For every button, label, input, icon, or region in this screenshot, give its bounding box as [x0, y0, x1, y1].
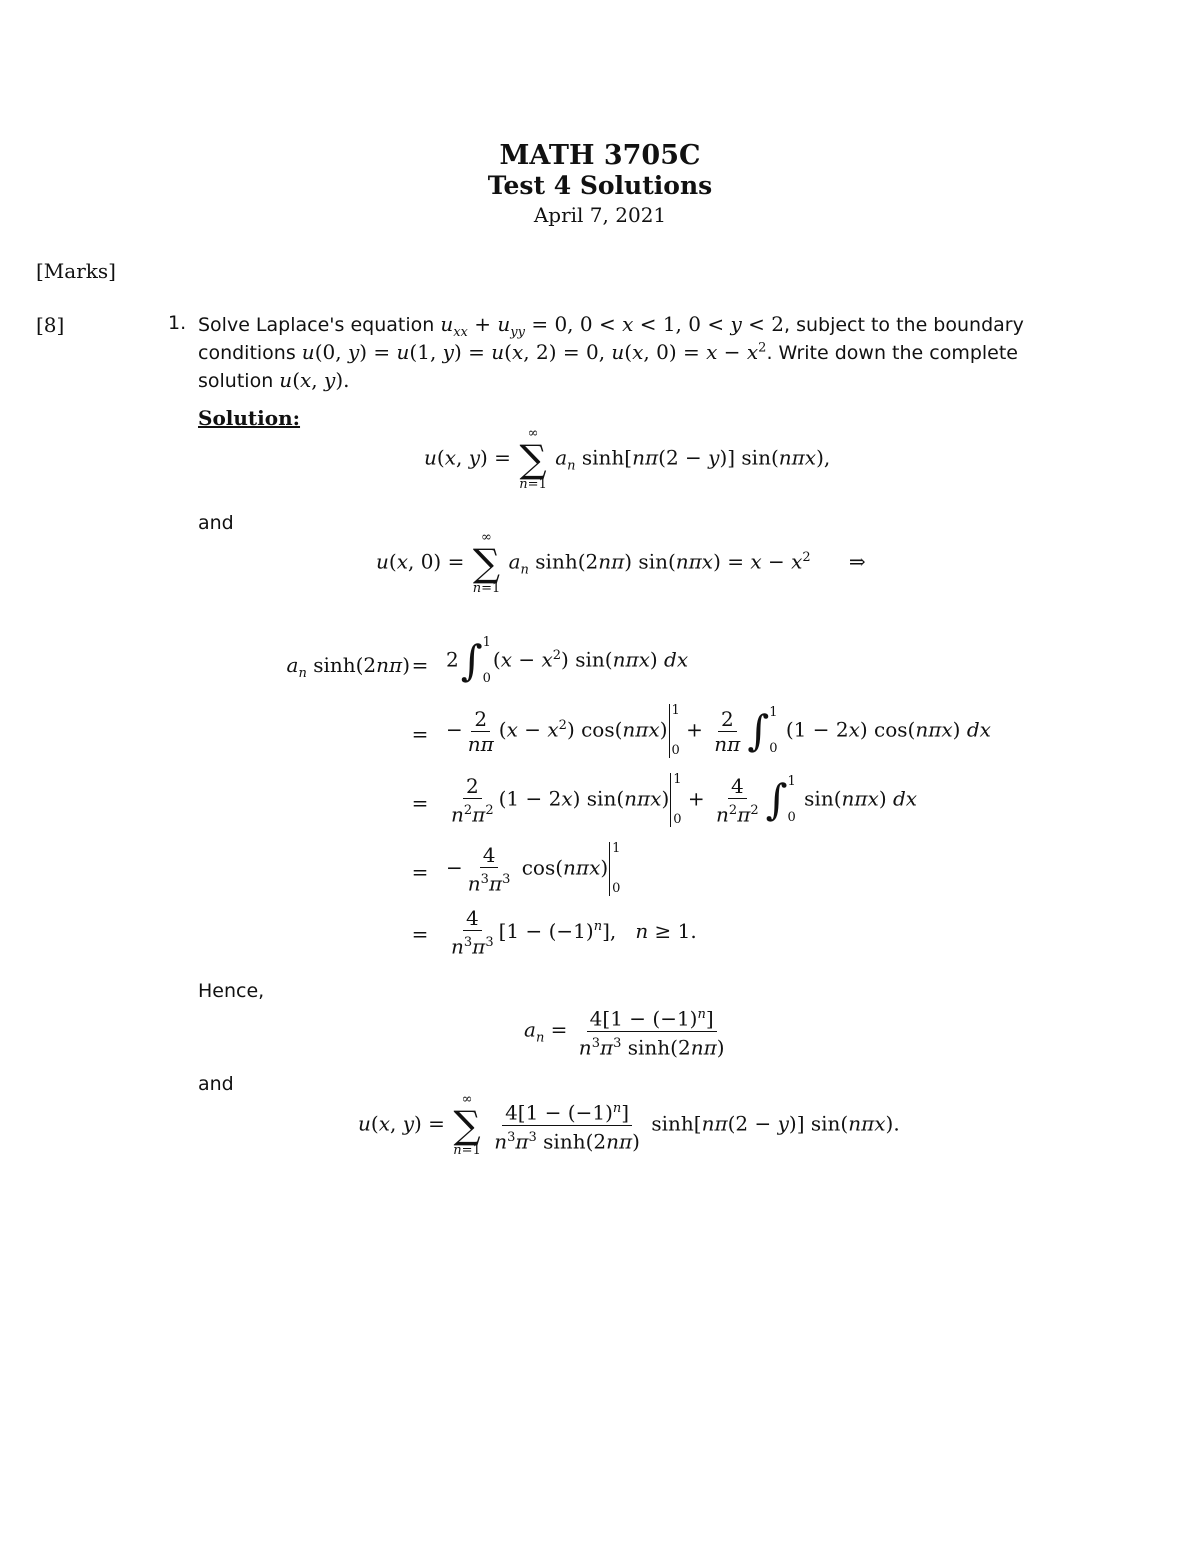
summation-symbol: ∞ ∑ n=1: [472, 530, 501, 596]
derivation-equals: =: [411, 722, 429, 746]
boundary-conditions: u(0, y) = u(1, y) = u(x, 2) = 0, u(x, $0) = x - x^2$: [301, 340, 767, 364]
and-word-1: and: [198, 512, 234, 534]
course-title: MATH 3705C: [499, 140, 701, 171]
summation-symbol: ∞ ∑ n=1: [453, 1092, 481, 1158]
derivation-equals: =: [411, 791, 429, 815]
marks-label: [Marks]: [36, 259, 116, 283]
question-line-3: solution u(x, y).: [198, 368, 350, 392]
equation-boundary: u(x, 0) = ∞ ∑ n=1 $a_n$ sinh(2nπ) $\sin(n\pi x) = x - x^2$ ⇒: [376, 530, 866, 596]
test-date: April 7, 2021: [533, 203, 667, 227]
question-line-1: Solve Laplace's equation $u_{xx} + u_{yy} = 0$, 0 < x < 1, 0 < y < 2, subject to the boundary: [198, 312, 1024, 340]
derivation-step-2: − $\frac{2}{n\pi}$ $(x - x^2)$ cos(nπx) 1 0 + $\frac{2}{n\pi}$ ∫ 1 0 (1 − 2x) cos(nπx) dx: [446, 703, 991, 758]
pde-expression: $u_{xx} + u_{yy} = 0$, 0 < x < 1, 0 < y < 2: [440, 312, 784, 340]
derivation-equals: =: [411, 860, 429, 884]
question-marks: [8]: [36, 313, 65, 337]
test-title: Test 4 Solutions: [487, 171, 713, 200]
derivation-equals: =: [411, 653, 429, 677]
equation-general: u(x, y) = ∞ ∑ n=1 $a_n$ sinh[nπ(2 − y)] sin(nπx),: [424, 426, 831, 492]
hence-word: Hence,: [198, 980, 265, 1002]
derivation-lhs: $a_n$ sinh(2nπ): [286, 653, 410, 681]
summation-symbol: ∞ ∑ n=1: [519, 426, 547, 492]
derivation-step-1: 2 ∫ 1 0 $(x - x^2)$ sin(nπx) dx: [446, 635, 689, 686]
derivation-equals: =: [411, 922, 429, 946]
derivation-step-5: $\frac{4}{n^3\pi^3}$ $[1 - (-1)^n]$, n ≥ 1.: [451, 906, 697, 959]
derivation-step-4: − $\frac{4}{n^3\pi^3}$ cos(nπx) 1 0: [446, 841, 621, 896]
derivation-step-3: $\frac{2}{n^2\pi^2}$ (1 − 2x) sin(nπx) 1 0 + $\frac{4}{n^2\pi^2}$ ∫ 1 0 sin(nπx) dx: [451, 772, 918, 827]
solution-header: Solution:: [198, 406, 301, 430]
equation-coefficient: $a_n$ = $\frac{4[1 - (-1)^n]}{n^3\pi^3 \sinh(2n\pi)}$: [524, 1003, 730, 1059]
question-line-2: conditions u(0, y) = u(1, y) = u(x, 2) = 0, u(x, $0) = x - x^2$. Write down the complete: [198, 340, 1018, 364]
equation-final: u(x, y) = ∞ ∑ n=1 $\frac{4[1 - (-1)^n]}{n^3\pi^3 \sinh(2n\pi)}$ sinh[nπ(2 − y)] sin(nπx).: [358, 1092, 900, 1158]
question-number: 1.: [168, 312, 187, 334]
and-word-2: and: [198, 1073, 234, 1095]
solution-target: u(x, y).: [279, 368, 350, 392]
